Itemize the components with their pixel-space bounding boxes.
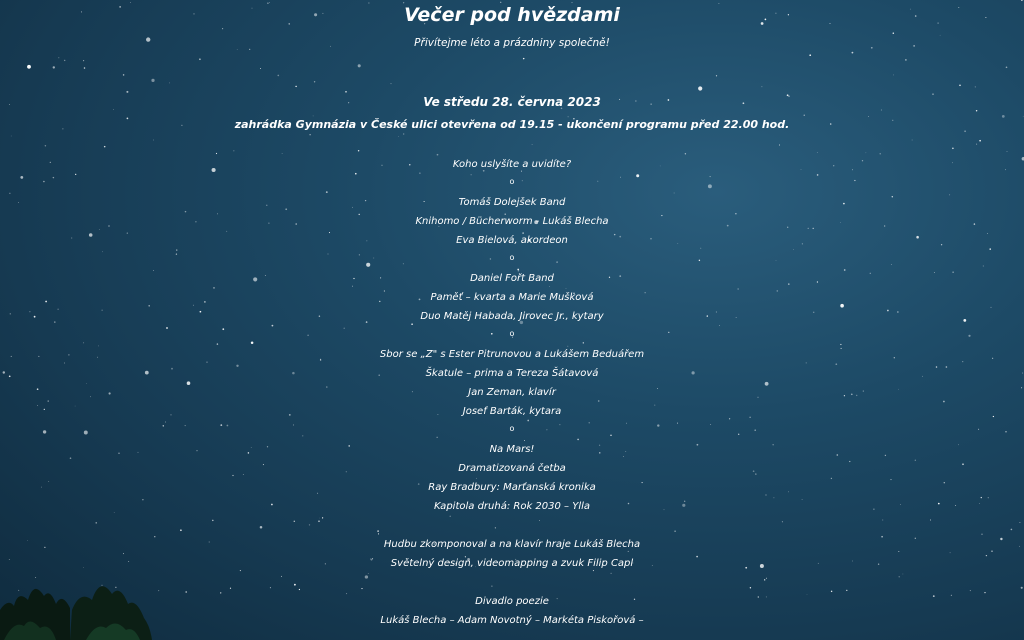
star xyxy=(852,52,854,54)
star xyxy=(495,527,496,528)
star xyxy=(113,109,114,110)
star xyxy=(976,110,977,111)
star xyxy=(378,533,379,534)
star xyxy=(352,286,353,287)
star xyxy=(766,578,767,579)
star xyxy=(984,592,985,593)
star xyxy=(1021,587,1023,589)
star xyxy=(782,521,783,522)
star xyxy=(148,305,150,307)
star xyxy=(169,83,170,84)
program-item: Dramatizovaná četba xyxy=(458,463,566,474)
star xyxy=(846,590,847,591)
star xyxy=(314,81,315,82)
star xyxy=(518,270,520,272)
star xyxy=(294,521,295,522)
star xyxy=(779,144,780,145)
star xyxy=(366,263,370,267)
star xyxy=(358,214,359,215)
star xyxy=(313,116,314,117)
star xyxy=(738,288,739,289)
star xyxy=(719,325,720,326)
star xyxy=(476,478,477,479)
star xyxy=(623,456,624,457)
star xyxy=(807,594,808,595)
star xyxy=(812,228,813,229)
star xyxy=(358,64,361,67)
star xyxy=(685,153,686,154)
star xyxy=(880,153,881,154)
star xyxy=(959,85,961,87)
star xyxy=(700,248,701,249)
star xyxy=(523,58,524,59)
star xyxy=(610,573,611,574)
star xyxy=(232,475,233,476)
star xyxy=(187,381,191,385)
star xyxy=(58,309,59,310)
star xyxy=(593,570,594,571)
star xyxy=(329,232,330,233)
star xyxy=(127,233,128,234)
star xyxy=(567,346,568,347)
program-item: Na Mars! xyxy=(489,444,535,455)
star xyxy=(237,49,238,50)
star xyxy=(840,344,841,345)
star xyxy=(226,231,227,232)
star xyxy=(64,60,65,61)
star xyxy=(750,587,751,588)
star xyxy=(983,265,984,266)
star xyxy=(9,193,10,194)
star xyxy=(817,152,818,153)
star xyxy=(53,66,55,68)
program-item: Škatule – prima a Tereza Šátavová xyxy=(425,368,599,379)
star xyxy=(566,288,567,289)
program-item: Daniel Fořt Band xyxy=(470,273,554,284)
star xyxy=(377,530,379,532)
program-item: Divadlo poezie xyxy=(475,596,549,607)
star xyxy=(64,363,65,364)
program-item: Duo Matěj Habada, Jirovec Jr., kytary xyxy=(420,311,604,322)
star xyxy=(891,264,892,265)
star xyxy=(437,154,439,156)
program-item: Sbor se „Z" s Ester Pitrunovou a Lukášem Beduářem xyxy=(379,349,645,360)
star xyxy=(319,518,320,519)
star xyxy=(153,140,154,141)
star xyxy=(881,110,882,111)
star xyxy=(75,174,76,175)
star xyxy=(898,551,899,552)
star xyxy=(83,60,84,61)
star xyxy=(398,136,399,137)
star xyxy=(527,420,529,422)
star xyxy=(716,75,717,76)
star xyxy=(216,153,217,154)
star xyxy=(83,343,84,344)
star xyxy=(844,269,846,271)
star xyxy=(849,461,850,462)
star xyxy=(930,519,931,520)
star xyxy=(207,362,208,363)
star xyxy=(98,346,99,347)
program-item: Paměť – kvarta a Marie Mušková xyxy=(430,292,594,303)
star xyxy=(915,460,916,461)
star xyxy=(437,437,438,438)
star xyxy=(500,2,501,3)
star xyxy=(251,341,254,344)
star xyxy=(411,323,413,325)
program-question: Koho uslyšíte a uvidíte? xyxy=(452,159,572,170)
star xyxy=(326,191,328,193)
star xyxy=(1011,529,1013,531)
event-subtitle: Přivítejme léto a prázdniny společně! xyxy=(414,37,610,49)
program-item: Ray Bradbury: Marťanská kronika xyxy=(428,482,596,493)
star xyxy=(804,115,805,116)
star xyxy=(222,28,223,29)
star xyxy=(532,144,533,145)
star xyxy=(806,362,807,363)
star xyxy=(628,551,629,552)
star xyxy=(899,576,900,577)
star xyxy=(123,74,125,76)
star xyxy=(365,575,368,578)
star xyxy=(764,579,765,580)
star xyxy=(809,54,811,56)
star xyxy=(881,536,883,538)
program-item: Jan Zeman, klavír xyxy=(468,387,556,398)
star xyxy=(419,172,420,173)
program-item: Eva Bielová, akordeon xyxy=(456,235,568,246)
star xyxy=(193,305,194,306)
star xyxy=(698,86,702,90)
program-item: Světelný design, videomapping a zvuk Filip Capl xyxy=(390,558,634,569)
star xyxy=(976,144,977,145)
star xyxy=(991,550,993,552)
program-item: Hudbu zkomponoval a na klavír hraje Lukáš Blecha xyxy=(383,539,641,550)
star xyxy=(403,133,404,134)
star xyxy=(391,83,392,84)
star xyxy=(86,383,87,384)
star xyxy=(322,517,323,518)
star xyxy=(572,2,573,3)
star xyxy=(199,58,201,60)
program-item: Josef Barták, kytara xyxy=(462,406,562,417)
star xyxy=(940,35,941,36)
star xyxy=(269,2,270,3)
star xyxy=(524,440,525,441)
star xyxy=(358,150,359,151)
star xyxy=(217,214,218,215)
star xyxy=(282,153,283,154)
star xyxy=(962,361,963,362)
star xyxy=(802,499,803,500)
star xyxy=(866,152,867,153)
star xyxy=(738,434,739,435)
star xyxy=(674,193,675,194)
star xyxy=(154,536,155,537)
star xyxy=(521,171,522,172)
star xyxy=(176,250,177,251)
star xyxy=(882,520,883,521)
star xyxy=(905,59,907,61)
star xyxy=(505,214,506,215)
event-venue: zahrádka Gymnázia v České ulici otevřena od 19.15 - ukončení programu před 22.00 hod. xyxy=(234,118,790,131)
star xyxy=(70,457,72,459)
star xyxy=(912,140,913,141)
star xyxy=(949,195,950,196)
star xyxy=(260,526,263,529)
star xyxy=(840,304,844,308)
star xyxy=(318,520,320,522)
star xyxy=(903,574,904,575)
star xyxy=(989,248,990,249)
star xyxy=(987,233,988,234)
star xyxy=(165,422,166,423)
star xyxy=(835,363,837,365)
star xyxy=(950,552,951,553)
program-item: Knihomo / Bücherworm - Lukáš Blecha xyxy=(415,216,609,227)
program-item: Tomáš Dolejšek Band xyxy=(458,197,566,208)
star xyxy=(368,573,369,574)
star xyxy=(299,589,300,590)
star xyxy=(1023,116,1024,117)
star xyxy=(309,524,310,525)
star xyxy=(893,32,894,33)
star xyxy=(991,307,992,308)
star xyxy=(185,211,187,213)
star xyxy=(48,400,49,401)
star xyxy=(986,555,987,556)
star xyxy=(583,342,584,343)
star xyxy=(598,400,600,402)
star xyxy=(1007,151,1008,152)
star xyxy=(890,479,891,480)
star xyxy=(355,173,357,175)
star xyxy=(831,478,832,479)
star xyxy=(295,86,296,87)
star xyxy=(45,145,46,146)
star xyxy=(272,325,274,327)
star xyxy=(277,75,279,77)
star xyxy=(240,570,241,571)
star xyxy=(943,401,945,403)
star xyxy=(549,286,550,287)
star xyxy=(130,2,131,3)
star xyxy=(539,520,540,521)
star xyxy=(104,146,106,148)
star xyxy=(236,365,238,367)
star xyxy=(220,592,221,593)
star xyxy=(988,497,989,498)
star xyxy=(270,587,271,588)
star xyxy=(766,495,767,496)
star xyxy=(868,116,869,117)
program-item: Kapitola druhá: Rok 2030 – Ylla xyxy=(433,501,591,512)
star xyxy=(345,91,347,93)
star xyxy=(729,418,730,419)
section-separator: o xyxy=(509,177,515,186)
star xyxy=(471,174,472,175)
star xyxy=(765,382,769,386)
star xyxy=(893,74,894,75)
star xyxy=(979,140,981,142)
star xyxy=(981,534,982,535)
star xyxy=(450,516,451,517)
star xyxy=(153,270,154,271)
star xyxy=(346,593,347,594)
star xyxy=(96,522,97,523)
star xyxy=(230,588,231,589)
star xyxy=(185,591,187,593)
star xyxy=(217,343,218,344)
star xyxy=(361,588,362,589)
star xyxy=(403,263,404,264)
star xyxy=(281,576,282,577)
star xyxy=(831,591,832,592)
star xyxy=(99,229,100,230)
star xyxy=(793,249,794,250)
event-title: Večer pod hvězdami xyxy=(404,4,620,26)
star xyxy=(243,474,244,475)
section-separator: o xyxy=(509,424,515,433)
star xyxy=(773,497,774,498)
star xyxy=(491,585,492,586)
star xyxy=(212,520,214,522)
star xyxy=(577,439,579,441)
star xyxy=(123,553,124,554)
star xyxy=(302,435,303,436)
star xyxy=(610,435,611,436)
star xyxy=(213,287,215,289)
star xyxy=(1021,0,1022,1)
program-item: Lukáš Blecha – Adam Novotný – Markéta Piskořová – xyxy=(380,615,644,626)
star xyxy=(808,228,809,229)
star xyxy=(1019,522,1020,523)
star xyxy=(970,590,971,591)
star xyxy=(285,208,287,210)
star xyxy=(180,529,182,531)
star xyxy=(483,170,485,172)
star xyxy=(294,584,296,586)
section-separator: o xyxy=(509,329,515,338)
star xyxy=(975,86,976,87)
star xyxy=(1006,66,1008,68)
star xyxy=(761,86,762,87)
star xyxy=(260,68,261,69)
star xyxy=(309,134,310,135)
star xyxy=(126,91,128,93)
star xyxy=(674,530,676,532)
star xyxy=(735,213,736,214)
star xyxy=(952,147,954,149)
star xyxy=(817,174,819,176)
star xyxy=(981,497,982,498)
star xyxy=(151,79,154,82)
star xyxy=(11,136,12,137)
star xyxy=(234,151,235,152)
star xyxy=(522,232,523,233)
event-date: Ve středu 28. června 2023 xyxy=(423,95,601,109)
section-separator: o xyxy=(509,253,515,262)
star xyxy=(58,57,59,58)
star xyxy=(114,512,115,513)
star xyxy=(84,67,86,69)
star xyxy=(27,65,31,69)
